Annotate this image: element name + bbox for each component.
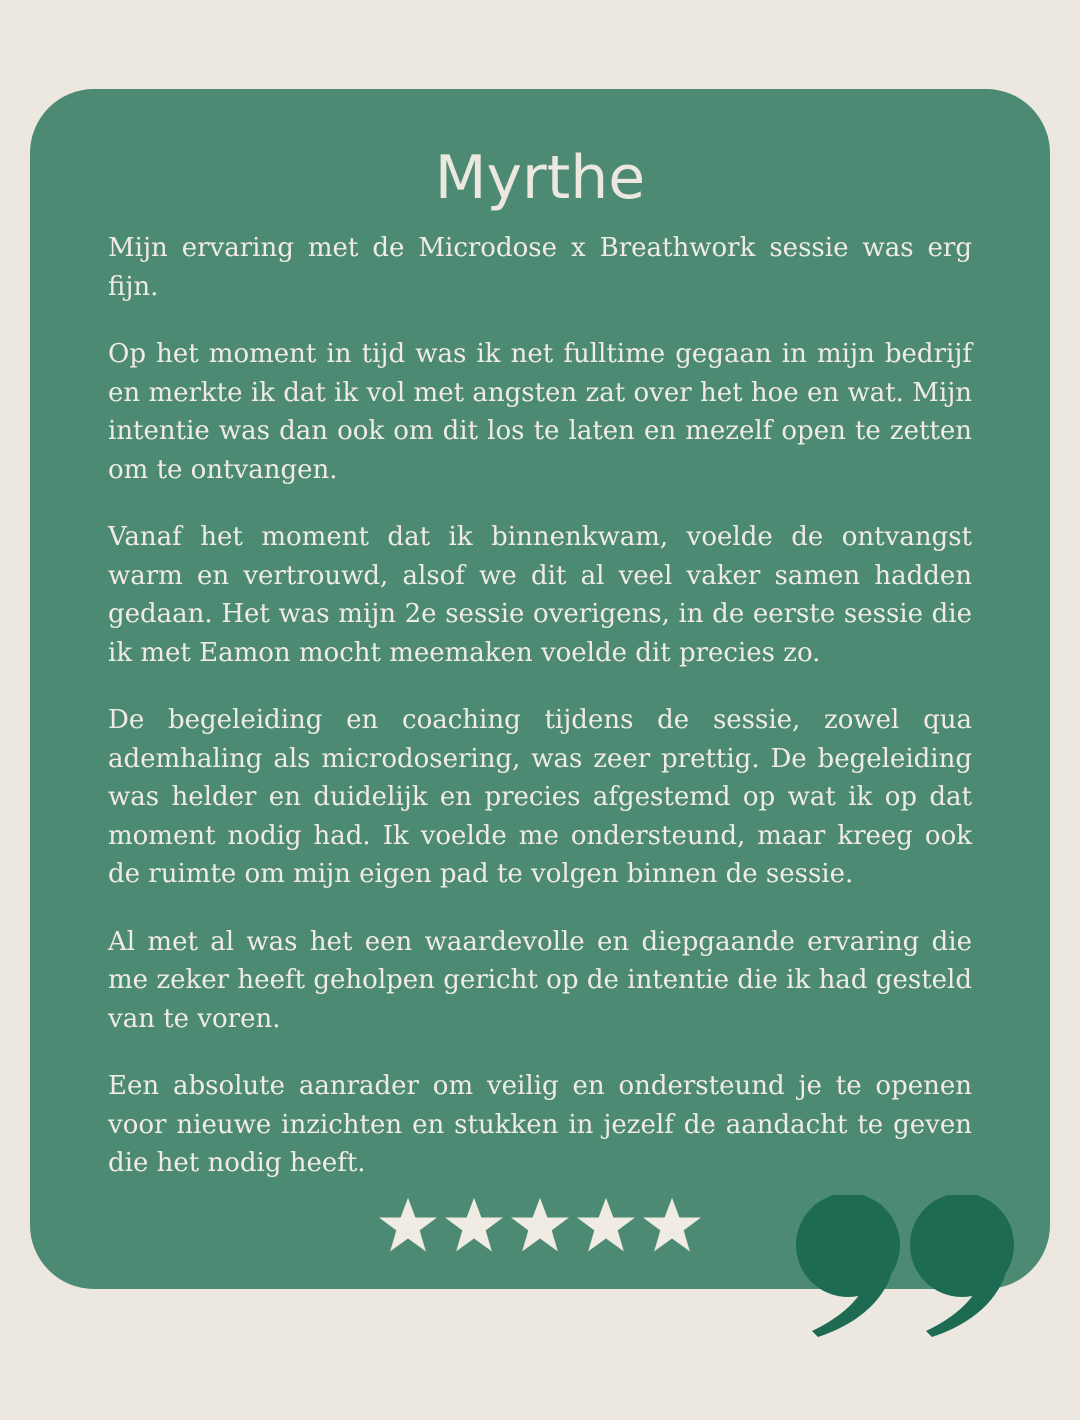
star-icon — [445, 1196, 503, 1260]
review-paragraph: Een absolute aanrader om veilig en ondersteund je te openen voor nieuwe inzichten en stukken in jezelf de aandacht te geven die het nodig heeft. — [108, 1071, 972, 1178]
closing-quote-icon — [790, 1195, 1030, 1345]
review-paragraph: Al met al was het een waardevolle en diepgaande ervaring die me zeker heeft geholpen gericht op de intentie die ik had gesteld van te voren. — [108, 926, 972, 1034]
star-icon — [577, 1196, 635, 1260]
star-icon — [511, 1196, 569, 1260]
review-paragraph: Mijn ervaring met de Microdose x Breathwork sessie was erg fijn. — [108, 233, 972, 302]
reviewer-name: Myrthe — [434, 143, 646, 213]
star-icon — [379, 1196, 437, 1260]
review-text — [108, 229, 972, 1212]
review-paragraph: Op het moment in tijd was ik net fulltime gegaan in mijn bedrijf en merkte ik dat ik vol met angsten zat over het hoe en wat. Mijn intentie was dan ook om dit los te laten en mezelf open te zetten om te ontvangen. — [108, 339, 972, 485]
star-rating — [355, 1196, 725, 1260]
review-paragraph: De begeleiding en coaching tijdens de sessie, zowel qua ademhaling als microdosering, was zeer prettig. De begeleiding was helder en duidelijk en precies afgestemd op wat ik op dat moment nodig had. Ik voelde me ondersteund, maar kreeg ook de ruimte om mijn eigen pad te volgen binnen de sessie. — [108, 705, 972, 889]
star-icon — [643, 1196, 701, 1260]
review-paragraph: Vanaf het moment dat ik binnenkwam, voelde de ontvangst warm en vertrouwd, alsof we dit al veel vaker samen hadden gedaan. Het was mijn 2e sessie overigens, in de eerste sessie die ik met Eamon mocht meemaken voelde dit precies zo. — [108, 522, 972, 668]
